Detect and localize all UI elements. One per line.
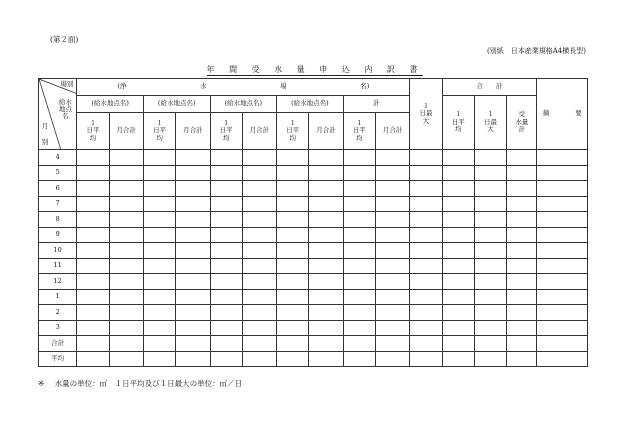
entry-cell[interactable] (442, 181, 474, 197)
table-row (39, 196, 588, 212)
entry-cell[interactable] (210, 227, 242, 243)
entry-cell[interactable] (474, 289, 506, 305)
units-note-text: 水量の単位：㎥ １日平均及び１日最大の単位：㎥／日 (54, 379, 243, 388)
entry-cell[interactable] (109, 274, 143, 290)
entry-cell[interactable] (77, 274, 109, 290)
entry-cell[interactable] (410, 289, 442, 305)
entry-cell[interactable] (442, 150, 474, 166)
entry-cell[interactable] (507, 320, 537, 336)
entry-cell[interactable] (109, 243, 143, 259)
table-row (39, 243, 588, 259)
entry-cell[interactable] (474, 336, 506, 352)
document-title (0, 64, 630, 75)
table-row (39, 351, 588, 367)
remarks-header: 摘 要 (537, 79, 588, 150)
purifier-open: (浄 (117, 82, 127, 91)
entry-cell[interactable] (277, 305, 309, 321)
table-row (39, 289, 588, 305)
entry-cell[interactable] (176, 150, 210, 166)
entry-cell[interactable] (143, 305, 175, 321)
entry-cell[interactable] (277, 212, 309, 228)
entry-cell[interactable] (143, 351, 175, 367)
month-label: 5 (39, 165, 77, 181)
entry-cell[interactable] (410, 150, 442, 166)
entry-cell[interactable] (143, 165, 175, 181)
entry-cell[interactable] (410, 227, 442, 243)
entry-cell[interactable] (210, 320, 242, 336)
entry-cell[interactable] (537, 258, 588, 274)
entry-cell[interactable] (309, 258, 343, 274)
entry-cell[interactable] (474, 196, 506, 212)
entry-cell[interactable] (77, 165, 109, 181)
entry-cell[interactable] (210, 305, 242, 321)
entry-cell[interactable] (309, 336, 343, 352)
entry-cell[interactable] (375, 336, 409, 352)
entry-cell[interactable] (210, 289, 242, 305)
p1-daily-avg-header: １ 日平 均 (77, 113, 109, 150)
received-total-header: 受 水量 計 (507, 96, 537, 150)
entry-cell[interactable] (277, 274, 309, 290)
entry-cell[interactable] (537, 181, 588, 197)
entry-cell[interactable] (410, 243, 442, 259)
entry-cell[interactable] (375, 243, 409, 259)
overall-daily-max-header: １ 日最 大 (410, 79, 442, 150)
entry-cell[interactable] (343, 305, 375, 321)
entry-cell[interactable] (442, 258, 474, 274)
month-label: 平均 (39, 351, 77, 367)
entry-cell[interactable] (109, 150, 143, 166)
entry-cell[interactable] (442, 289, 474, 305)
entry-cell[interactable] (375, 165, 409, 181)
entry-cell[interactable] (242, 274, 276, 290)
entry-cell[interactable] (537, 320, 588, 336)
entry-cell[interactable] (277, 351, 309, 367)
page-label: (第２面) (50, 35, 79, 44)
entry-cell[interactable] (210, 165, 242, 181)
subtotal-header: 計 (343, 96, 410, 113)
purifier-mid2: 場 (280, 82, 287, 91)
entry-cell[interactable] (143, 289, 175, 305)
entry-cell[interactable] (242, 165, 276, 181)
p2-monthly-total-header: 月合計 (176, 113, 210, 150)
entry-cell[interactable] (309, 274, 343, 290)
month-rows (39, 150, 588, 367)
entry-cell[interactable] (277, 320, 309, 336)
table-row (39, 150, 588, 166)
entry-cell[interactable] (410, 258, 442, 274)
entry-cell[interactable] (176, 258, 210, 274)
entry-cell[interactable] (210, 212, 242, 228)
entry-cell[interactable] (77, 351, 109, 367)
table-row (39, 305, 588, 321)
entry-cell[interactable] (277, 150, 309, 166)
entry-cell[interactable] (309, 351, 343, 367)
entry-cell[interactable] (375, 150, 409, 166)
entry-cell[interactable] (109, 196, 143, 212)
corner-header-cell (39, 79, 77, 150)
entry-cell[interactable] (343, 196, 375, 212)
entry-cell[interactable] (176, 181, 210, 197)
p2-daily-avg-header: １ 日平 均 (143, 113, 175, 150)
entry-cell[interactable] (442, 351, 474, 367)
entry-cell[interactable] (109, 212, 143, 228)
entry-cell[interactable] (109, 351, 143, 367)
water-volume-table (38, 78, 588, 367)
entry-cell[interactable] (242, 212, 276, 228)
entry-cell[interactable] (176, 336, 210, 352)
entry-cell[interactable] (537, 305, 588, 321)
entry-cell[interactable] (109, 320, 143, 336)
entry-cell[interactable] (242, 320, 276, 336)
entry-cell[interactable] (77, 227, 109, 243)
entry-cell[interactable] (77, 196, 109, 212)
entry-cell[interactable] (474, 150, 506, 166)
entry-cell[interactable] (309, 196, 343, 212)
entry-cell[interactable] (410, 336, 442, 352)
entry-cell[interactable] (143, 243, 175, 259)
table-row (39, 181, 588, 197)
entry-cell[interactable] (442, 243, 474, 259)
entry-cell[interactable] (210, 181, 242, 197)
entry-cell[interactable] (176, 243, 210, 259)
entry-cell[interactable] (143, 196, 175, 212)
entry-cell[interactable] (442, 227, 474, 243)
entry-cell[interactable] (309, 227, 343, 243)
entry-cell[interactable] (210, 150, 242, 166)
entry-cell[interactable] (210, 258, 242, 274)
entry-cell[interactable] (507, 150, 537, 166)
entry-cell[interactable] (143, 320, 175, 336)
entry-cell[interactable] (176, 305, 210, 321)
entry-cell[interactable] (143, 181, 175, 197)
entry-cell[interactable] (410, 320, 442, 336)
entry-cell[interactable] (474, 258, 506, 274)
entry-cell[interactable] (309, 212, 343, 228)
entry-cell[interactable] (537, 243, 588, 259)
entry-cell[interactable] (176, 289, 210, 305)
table-row (39, 165, 588, 181)
entry-cell[interactable] (375, 320, 409, 336)
p4-monthly-total-header: 月合計 (309, 113, 343, 150)
table-row (39, 320, 588, 336)
entry-cell[interactable] (343, 258, 375, 274)
p3-daily-avg-header: １ 日平 均 (210, 113, 242, 150)
entry-cell[interactable] (109, 258, 143, 274)
entry-cell[interactable] (77, 305, 109, 321)
entry-cell[interactable] (242, 227, 276, 243)
entry-cell[interactable] (507, 196, 537, 212)
entry-cell[interactable] (537, 165, 588, 181)
entry-cell[interactable] (143, 274, 175, 290)
entry-cell[interactable] (309, 243, 343, 259)
entry-cell[interactable] (210, 274, 242, 290)
entry-cell[interactable] (507, 289, 537, 305)
entry-cell[interactable] (242, 305, 276, 321)
entry-cell[interactable] (537, 212, 588, 228)
entry-cell[interactable] (507, 351, 537, 367)
entry-cell[interactable] (277, 289, 309, 305)
entry-cell[interactable] (507, 336, 537, 352)
entry-cell[interactable] (375, 196, 409, 212)
entry-cell[interactable] (474, 305, 506, 321)
month-label: 8 (39, 212, 77, 228)
entry-cell[interactable] (410, 305, 442, 321)
entry-cell[interactable] (109, 227, 143, 243)
entry-cell[interactable] (77, 150, 109, 166)
p4-daily-avg-header: １ 日平 均 (277, 113, 309, 150)
entry-cell[interactable] (442, 274, 474, 290)
entry-cell[interactable] (507, 227, 537, 243)
entry-cell[interactable] (77, 258, 109, 274)
entry-cell[interactable] (109, 165, 143, 181)
entry-cell[interactable] (77, 243, 109, 259)
entry-cell[interactable] (109, 181, 143, 197)
entry-cell[interactable] (537, 274, 588, 290)
entry-cell[interactable] (375, 181, 409, 197)
entry-cell[interactable] (537, 289, 588, 305)
table-row (39, 258, 588, 274)
entry-cell[interactable] (375, 227, 409, 243)
entry-cell[interactable] (77, 212, 109, 228)
entry-cell[interactable] (474, 320, 506, 336)
p3-monthly-total-header: 月合計 (242, 113, 276, 150)
entry-cell[interactable] (109, 289, 143, 305)
entry-cell[interactable] (507, 305, 537, 321)
title-text: 年 間 受 水 量 申 込 内 訳 書 (206, 65, 424, 74)
entry-cell[interactable] (176, 196, 210, 212)
point-name-4: (給水地点名) (277, 96, 344, 113)
entry-cell[interactable] (410, 351, 442, 367)
month-label: 2 (39, 305, 77, 321)
purifier-plant-header (77, 79, 410, 96)
entry-cell[interactable] (474, 181, 506, 197)
entry-cell[interactable] (343, 320, 375, 336)
entry-cell[interactable] (375, 274, 409, 290)
entry-cell[interactable] (242, 243, 276, 259)
entry-cell[interactable] (242, 336, 276, 352)
entry-cell[interactable] (343, 181, 375, 197)
table-row (39, 274, 588, 290)
table-row (39, 212, 588, 228)
entry-cell[interactable] (507, 243, 537, 259)
entry-cell[interactable] (109, 336, 143, 352)
entry-cell[interactable] (210, 351, 242, 367)
month-label: 4 (39, 150, 77, 166)
purifier-close: 名) (360, 82, 370, 91)
entry-cell[interactable] (176, 227, 210, 243)
entry-cell[interactable] (77, 336, 109, 352)
entry-cell[interactable] (176, 351, 210, 367)
entry-cell[interactable] (474, 212, 506, 228)
entry-cell[interactable] (375, 212, 409, 228)
point-name-3: (給水地点名) (210, 96, 277, 113)
sub-daily-avg-header: １ 日平 均 (343, 113, 375, 150)
entry-cell[interactable] (277, 181, 309, 197)
entry-cell[interactable] (242, 181, 276, 197)
month-label: 3 (39, 320, 77, 336)
table-row (39, 227, 588, 243)
entry-cell[interactable] (143, 212, 175, 228)
entry-cell[interactable] (474, 165, 506, 181)
entry-cell[interactable] (410, 196, 442, 212)
entry-cell[interactable] (277, 196, 309, 212)
entry-cell[interactable] (507, 181, 537, 197)
entry-cell[interactable] (242, 289, 276, 305)
entry-cell[interactable] (277, 227, 309, 243)
entry-cell[interactable] (442, 320, 474, 336)
entry-cell[interactable] (309, 150, 343, 166)
month-label: 合計 (39, 336, 77, 352)
entry-cell[interactable] (277, 243, 309, 259)
entry-cell[interactable] (143, 258, 175, 274)
month-label: 1 (39, 289, 77, 305)
entry-cell[interactable] (143, 227, 175, 243)
entry-cell[interactable] (442, 212, 474, 228)
entry-cell[interactable] (507, 165, 537, 181)
entry-cell[interactable] (176, 320, 210, 336)
entry-cell[interactable] (210, 336, 242, 352)
entry-cell[interactable] (474, 243, 506, 259)
entry-cell[interactable] (507, 274, 537, 290)
total-daily-avg-header: １ 日平 均 (442, 96, 474, 150)
entry-cell[interactable] (474, 351, 506, 367)
corner-month-label: 月別 (41, 122, 49, 146)
entry-cell[interactable] (442, 305, 474, 321)
month-label: 10 (39, 243, 77, 259)
entry-cell[interactable] (410, 181, 442, 197)
sub-monthly-total-header: 月合計 (375, 113, 409, 150)
entry-cell[interactable] (309, 181, 343, 197)
entry-cell[interactable] (277, 336, 309, 352)
entry-cell[interactable] (176, 274, 210, 290)
entry-cell[interactable] (343, 212, 375, 228)
entry-cell[interactable] (277, 165, 309, 181)
entry-cell[interactable] (442, 336, 474, 352)
entry-cell[interactable] (507, 258, 537, 274)
entry-cell[interactable] (474, 274, 506, 290)
corner-station-label: 場別 (60, 80, 74, 88)
entry-cell[interactable] (210, 243, 242, 259)
entry-cell[interactable] (375, 305, 409, 321)
entry-cell[interactable] (277, 258, 309, 274)
point-name-2: (給水地点名) (143, 96, 210, 113)
entry-cell[interactable] (410, 165, 442, 181)
entry-cell[interactable] (109, 305, 143, 321)
entry-cell[interactable] (176, 212, 210, 228)
entry-cell[interactable] (375, 289, 409, 305)
entry-cell[interactable] (442, 196, 474, 212)
table-row (39, 336, 588, 352)
entry-cell[interactable] (343, 274, 375, 290)
point-name-1: (給水地点名) (77, 96, 144, 113)
entry-cell[interactable] (309, 289, 343, 305)
entry-cell[interactable] (242, 351, 276, 367)
form-size-note: (別紙 日本産業規格A4横長型) (487, 47, 586, 55)
month-label: 7 (39, 196, 77, 212)
entry-cell[interactable] (343, 336, 375, 352)
month-label: 11 (39, 258, 77, 274)
month-label: 12 (39, 274, 77, 290)
entry-cell[interactable] (77, 181, 109, 197)
entry-cell[interactable] (242, 196, 276, 212)
entry-cell[interactable] (77, 289, 109, 305)
total-daily-max-header: １ 日最 大 (474, 96, 506, 150)
corner-point-label: 給水地点名 (58, 98, 72, 121)
entry-cell[interactable] (143, 150, 175, 166)
entry-cell[interactable] (343, 150, 375, 166)
note-mark: ※ (38, 379, 45, 388)
p1-monthly-total-header: 月合計 (109, 113, 143, 150)
entry-cell[interactable] (343, 243, 375, 259)
entry-cell[interactable] (343, 227, 375, 243)
entry-cell[interactable] (343, 351, 375, 367)
entry-cell[interactable] (375, 258, 409, 274)
entry-cell[interactable] (375, 351, 409, 367)
entry-cell[interactable] (537, 336, 588, 352)
entry-cell[interactable] (309, 305, 343, 321)
entry-cell[interactable] (309, 320, 343, 336)
entry-cell[interactable] (343, 165, 375, 181)
entry-cell[interactable] (77, 320, 109, 336)
units-footnote (38, 378, 242, 389)
entry-cell[interactable] (242, 150, 276, 166)
entry-cell[interactable] (442, 165, 474, 181)
entry-cell[interactable] (309, 165, 343, 181)
entry-cell[interactable] (507, 212, 537, 228)
entry-cell[interactable] (176, 165, 210, 181)
entry-cell[interactable] (474, 227, 506, 243)
entry-cell[interactable] (410, 212, 442, 228)
month-label: 6 (39, 181, 77, 197)
entry-cell[interactable] (537, 227, 588, 243)
entry-cell[interactable] (210, 196, 242, 212)
entry-cell[interactable] (537, 351, 588, 367)
entry-cell[interactable] (143, 336, 175, 352)
entry-cell[interactable] (343, 289, 375, 305)
month-label: 9 (39, 227, 77, 243)
entry-cell[interactable] (537, 196, 588, 212)
entry-cell[interactable] (537, 150, 588, 166)
entry-cell[interactable] (242, 258, 276, 274)
grand-total-header: 合 計 (442, 79, 537, 96)
purifier-mid1: 水 (200, 82, 207, 91)
entry-cell[interactable] (410, 274, 442, 290)
